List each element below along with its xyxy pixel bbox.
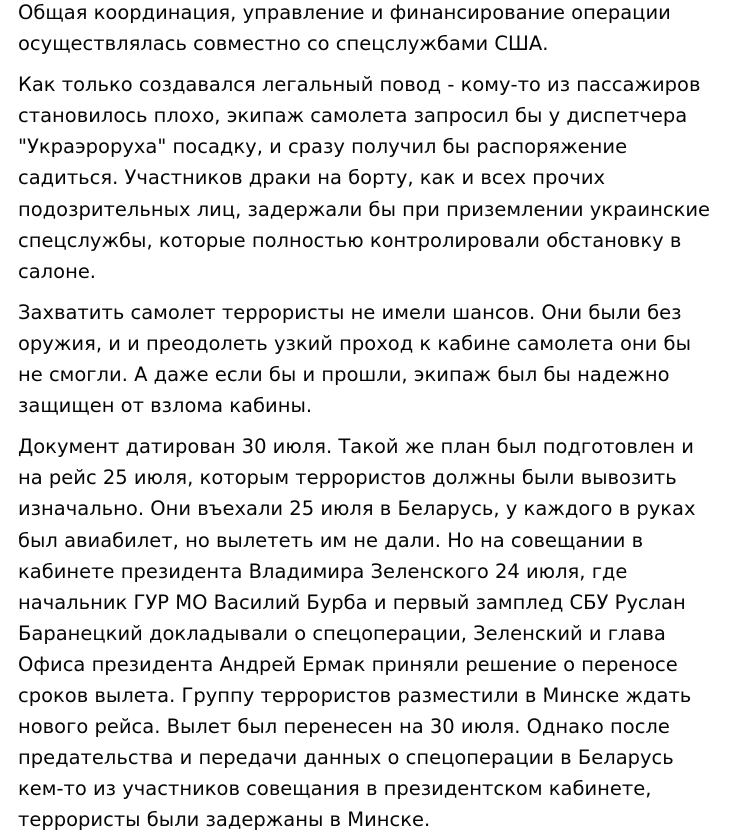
post-paragraph-3: Захватить самолет террористы не имели шансов. Они были без оружия, и и преодолеть узкий проход к кабине самолета они бы не смогли. А даже если бы и прошли, экипаж был бы надежно защищен от взлома кабины. <box>18 300 691 418</box>
post-paragraph-4: Документ датирован 30 июля. Такой же план был подготовлен и на рейс 25 июля, которым террористов должны были вывозить изначально. Они въехали 25 июля в Беларусь, у каждого в руках был авиабилет, но вылететь им не дали. Но на совещании в кабинете президента Владимира Зеленского 24 июля, где начальник ГУР МО Василий Бурба и первый замплед СБУ Руслан Баранецкий докладывали о спецоперации, Зеленский и глава Офиса президента Андрей Ермак приняли решение о переносе сроков вылета. Группу террористов разместили в Минске ждать нового рейса. Вылет был перенесен на 30 июля. Однако после предательства и передачи данных о спецоперации в Беларусь кем-то из участников совещания в президентском кабинете, террористы были задержаны в Минске. <box>18 435 696 832</box>
post-paragraph-2: Как только создавался легальный повод - кому-то из пассажиров становилось плохо, экипаж самолета запросил бы у диспетчера "Украэроруха" посадку, и сразу получил бы распоряжение садиться. Участников драки на борту, как и всех прочих подозрительных лиц, задержали бы при приземлении украинские спецслужбы, которые полностью контролировали обстановку в салоне. <box>18 73 711 283</box>
post-paragraph-1: Общая координация, управление и финансирование операции осуществлялась совместно со спецслужбами США. <box>18 1 671 56</box>
